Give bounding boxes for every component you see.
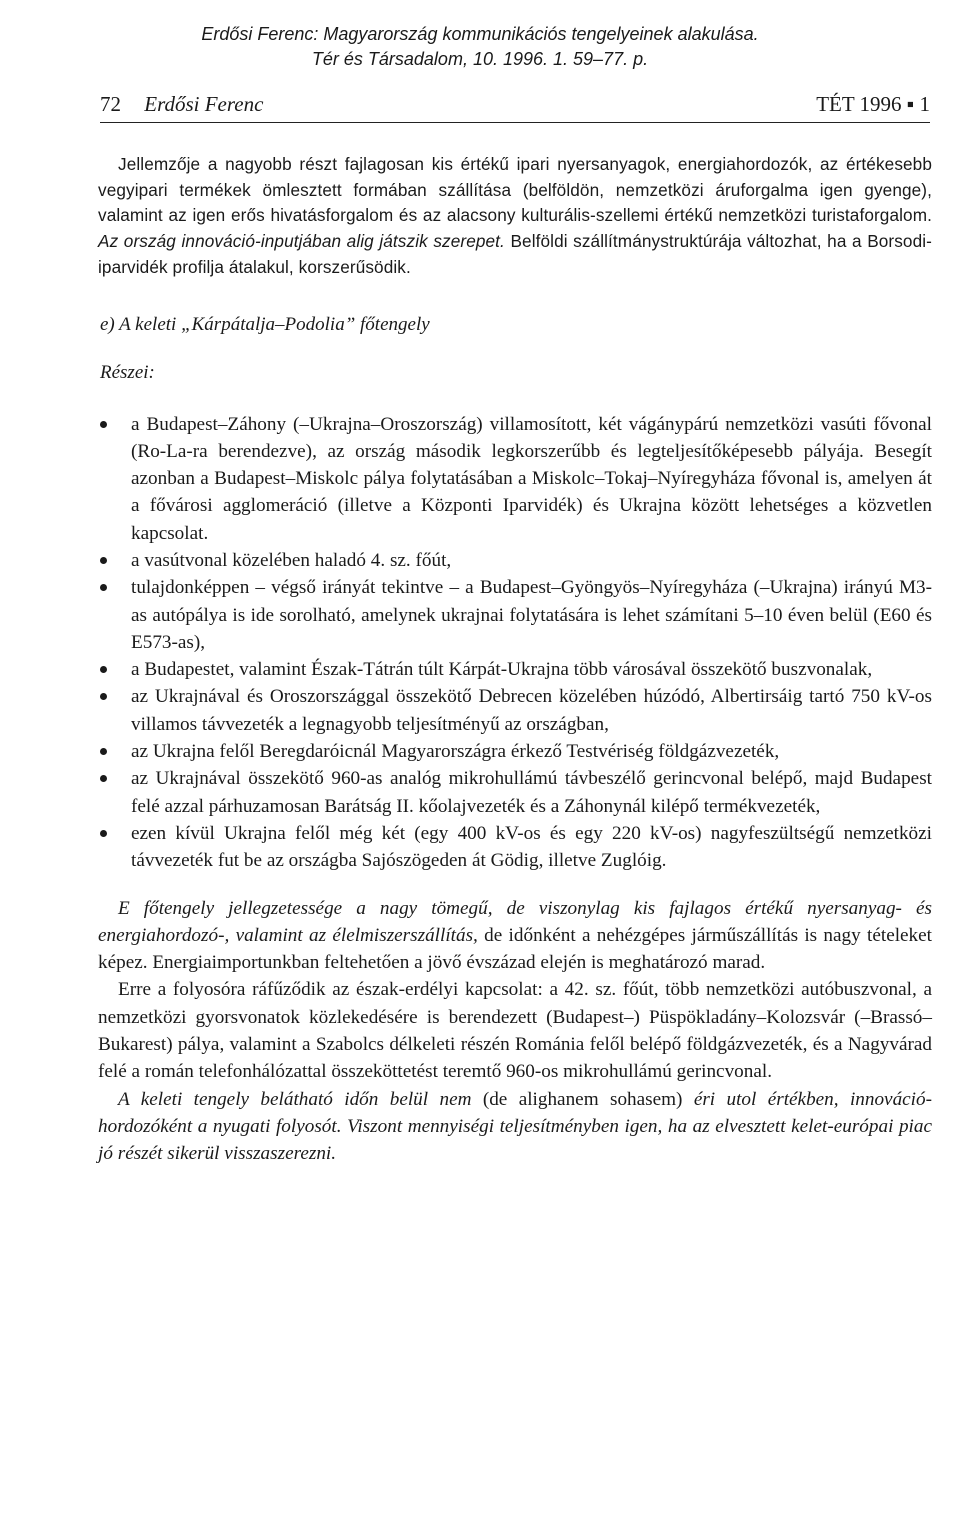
bullet-icon xyxy=(100,666,107,673)
list-item-text: ezen kívül Ukrajna felől még két (egy 400 kV-os és egy 220 kV-os) nagyfeszültségű nemzetközi távvezeték fut be az országba Sajószögeden át Gödig, illetve Zuglóig. xyxy=(131,822,932,872)
character-normal-text: de időnként a nehézgépes járműszállítás is nagy tételeket képez. Energiaimportunkban feltehetően a jövő évszázad elején is meghatározó marad. xyxy=(98,924,933,974)
bullet-icon xyxy=(100,421,107,428)
character-paragraph xyxy=(98,895,932,977)
intro-tail-text: Belföldi szállítmánystruktúrája változhat, ha a Borsodi-iparvidék profilja átalakul, korszerűsödik. xyxy=(98,231,932,277)
list-item xyxy=(98,738,932,765)
list-item xyxy=(98,683,932,738)
page-body xyxy=(98,152,932,1168)
list-item xyxy=(98,574,932,656)
bullet-icon xyxy=(100,557,107,564)
list-item-text: az Ukrajnával és Oroszországgal összekötő Debrecen közelében húzódó, Albertirsáig tartó 750 kV-os villamos távvezeték a legnagyobb teljesítményű az országban, xyxy=(131,686,932,735)
list-item xyxy=(98,547,932,574)
intro-italic-text: Az ország innováció-inputjában alig játszik szerepet. xyxy=(98,231,505,252)
source-citation xyxy=(0,22,960,72)
running-head xyxy=(100,92,930,123)
section-heading: e) A keleti „Kárpátalja–Podolia” főtengely xyxy=(100,313,430,335)
list-item xyxy=(98,765,932,820)
closing-italic-c: éri utol értékben, innováció-hordozóként a nyugati folyosót. Viszont mennyiségi teljesítményben igen, ha az elvesztett kelet-európai piac jó részét sikerül visszaszerezni. xyxy=(98,1088,932,1165)
running-head-author: Erdősi Ferenc xyxy=(144,92,264,116)
closing-normal-b: (de alighanem sohasem) xyxy=(482,1088,683,1110)
bullet-icon xyxy=(100,775,107,782)
closing-paragraph xyxy=(98,1086,932,1168)
list-item xyxy=(98,411,932,547)
running-head-journal: TÉT 1996 ▪ 1 xyxy=(816,92,930,116)
bullet-icon xyxy=(100,584,107,591)
connection-paragraph: Erre a folyosóra ráfűződik az észak-erdélyi kapcsolat: a 42. sz. főút, több nemzetközi autóbuszvonal, a nemzetközi gyorsvonatok közlekedésére is berendezett (Budapest–) Püspökladány–Kolozsvár (–Brassó–Bukarest) pálya, valamint a Szabolcs délkeleti részén Románia felől belépő földgázvezeték, és a Nagyvárad felé a román telefonhálózattal összeköttetést teremtő 960-os mikrohullámú gerincvonal. xyxy=(98,979,932,1083)
bullet-list xyxy=(98,411,932,875)
citation-line-1: Erdősi Ferenc: Magyarország kommunikációs tengelyeinek alakulása. xyxy=(201,24,759,44)
list-item-text: a Budapest–Záhony (–Ukrajna–Oroszország) villamosított, két vágánypárú nemzetközi vasúti fővonal (Ro-La-ra berendezve), az ország második legkorszerűbb és legteljesítőképesebb pályája. Besegít azonban a Budapest–Miskolc pálya folytatásában a Miskolc–Tokaj–Nyíregyháza fővonal is, amelyen át a fővárosi agglomeráció (illetve a Központi Iparvidék) és Ukrajna között lehetséges a közvetlen kapcsolat. xyxy=(131,413,932,544)
bullet-icon xyxy=(100,830,107,837)
page-number: 72 xyxy=(100,92,121,116)
list-item-text: a Budapestet, valamint Észak-Tátrán túlt Kárpát-Ukrajna több városával összekötő buszvonalak, xyxy=(131,659,873,681)
list-item xyxy=(98,820,932,875)
citation-line-2: Tér és Társadalom, 10. 1996. 1. 59–77. p. xyxy=(311,49,649,69)
list-item xyxy=(98,656,932,683)
list-item-text: az Ukrajna felől Beregdaróicnál Magyarországra érkező Testvériség földgázvezeték, xyxy=(131,741,780,763)
character-italic-text: E főtengely jellegzetessége a nagy tömegű, de viszonylag kis fajlagos értékű nyersanyag- és energiahordozó-, valamint az élelmiszerszállítás, xyxy=(98,897,932,946)
intro-paragraph xyxy=(98,152,932,281)
intro-normal-text: Jellemzője a nagyobb részt fajlagosan kis értékű ipari nyersanyagok, energiahordozók, az értékesebb vegyipari termékek ömlesztett formában szállítása (belföldön, nemzetközi áruforgalma igen gyenge), valamint az igen erős hivatásforgalom és az alacsony kulturális-szellemi értékű nemzetközi turistaforgalom. xyxy=(98,154,932,226)
running-head-left xyxy=(100,92,263,117)
closing-italic-a: A keleti tengely belátható időn belül nem xyxy=(118,1088,472,1110)
bullet-icon xyxy=(100,693,107,700)
list-item-text: tulajdonképpen – végső irányát tekintve – a Budapest–Gyöngyös–Nyíregyháza (–Ukrajna) irányú M3-as autópálya is ide sorolható, amelynek ukrajnai folytatására is lehet számítani 5–10 éven belül (E60 és E573-as), xyxy=(131,577,932,653)
bullet-icon xyxy=(100,748,107,755)
list-item-text: az Ukrajnával összekötő 960-as analóg mikrohullámú távbeszélő gerincvonal belépő, majd Budapest felé azzal párhuzamosan Barátság II. kőolajvezeték és a Záhonynál kilépő termékvezeték, xyxy=(131,768,932,817)
parts-label: Részei: xyxy=(100,361,155,383)
list-item-text: a vasútvonal közelében haladó 4. sz. főút, xyxy=(131,550,452,571)
